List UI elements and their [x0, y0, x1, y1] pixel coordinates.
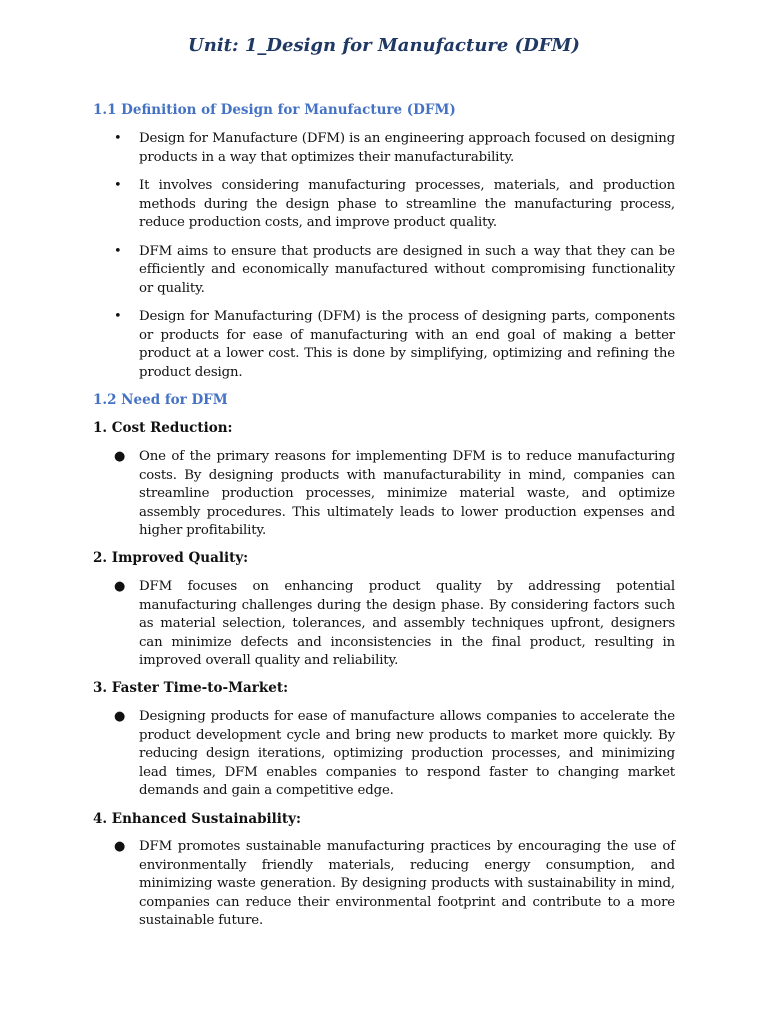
bullet-icon: ●	[114, 709, 126, 724]
faster-time-to-market-list	[93, 708, 675, 811]
bullet-icon: •	[114, 309, 122, 324]
improved-quality-list	[93, 578, 675, 681]
list-item-text: DFM promotes sustainable manufacturing practices by encouraging the use of environmentally friendly materials, reducing energy consumption, and minimizing waste generation. By designing products with sustainability in mind, companies can reduce their environmental footprint and contribute to a more sustainable future.	[139, 839, 675, 928]
list-item	[93, 243, 675, 299]
list-item-text: DFM aims to ensure that products are designed in such a way that they can be efficiently and economically manufactured without compromising functionality or quality.	[139, 243, 675, 296]
list-item	[93, 177, 675, 233]
list-item	[93, 838, 675, 931]
bullet-icon: ●	[114, 579, 126, 594]
section-heading-need: 1.2 Need for DFM	[93, 392, 228, 408]
subheading-faster-time-to-market: 3. Faster Time-to-Market:	[93, 680, 289, 696]
list-item-text: DFM focuses on enhancing product quality by addressing potential manufacturing challenges during the design phase. By considering factors such as material selection, tolerances, and assembly techniques upfront, designers can minimize defects and inconsistencies in the final product, resulting in improved overall quality and reliability.	[139, 579, 675, 668]
bullet-icon: •	[114, 243, 122, 259]
page-title: Unit: 1_Design for Manufacture (DFM)	[188, 35, 580, 56]
list-item-text: Design for Manufacture (DFM) is an engineering approach focused on designing products in a way that optimizes their manufacturability.	[139, 131, 675, 165]
list-item-text: Designing products for ease of manufacture allows companies to accelerate the product development cycle and bring new products to market more quickly. By reducing design iterations, optimizing production processes, and minimizing lead times, DFM enables companies to respond faster to changing market demands and gain a competitive edge.	[139, 709, 675, 798]
list-item-text: Design for Manufacturing (DFM) is the process of designing parts, components or products for ease of manufacturing with an end goal of making a better product at a lower cost. This is done by simplifying, optimizing and refining the product design.	[139, 309, 675, 380]
bullet-icon: •	[114, 178, 122, 193]
cost-reduction-list	[93, 448, 675, 551]
subheading-cost-reduction: 1. Cost Reduction:	[93, 420, 233, 436]
list-item	[93, 578, 675, 671]
bullet-icon: ●	[114, 839, 126, 854]
bullet-icon: •	[114, 131, 122, 146]
list-item	[93, 308, 675, 382]
list-item	[93, 708, 675, 801]
definition-list	[93, 130, 675, 392]
list-item	[93, 448, 675, 541]
list-item-text: One of the primary reasons for implementing DFM is to reduce manufacturing costs. By designing products with manufacturability in mind, companies can streamline production processes, minimize material waste, and optimize assembly procedures. This ultimately leads to lower production expenses and higher profitability.	[139, 449, 675, 538]
section-heading-definition: 1.1 Definition of Design for Manufacture (DFM)	[93, 102, 456, 118]
enhanced-sustainability-list	[93, 838, 675, 941]
subheading-enhanced-sustainability: 4. Enhanced Sustainability:	[93, 811, 301, 827]
list-item	[93, 130, 675, 167]
list-item-text: It involves considering manufacturing processes, materials, and production methods during the design phase to streamline the manufacturing process, reduce production costs, and improve product quality.	[139, 178, 675, 230]
subheading-improved-quality: 2. Improved Quality:	[93, 550, 249, 566]
bullet-icon: ●	[114, 449, 126, 464]
